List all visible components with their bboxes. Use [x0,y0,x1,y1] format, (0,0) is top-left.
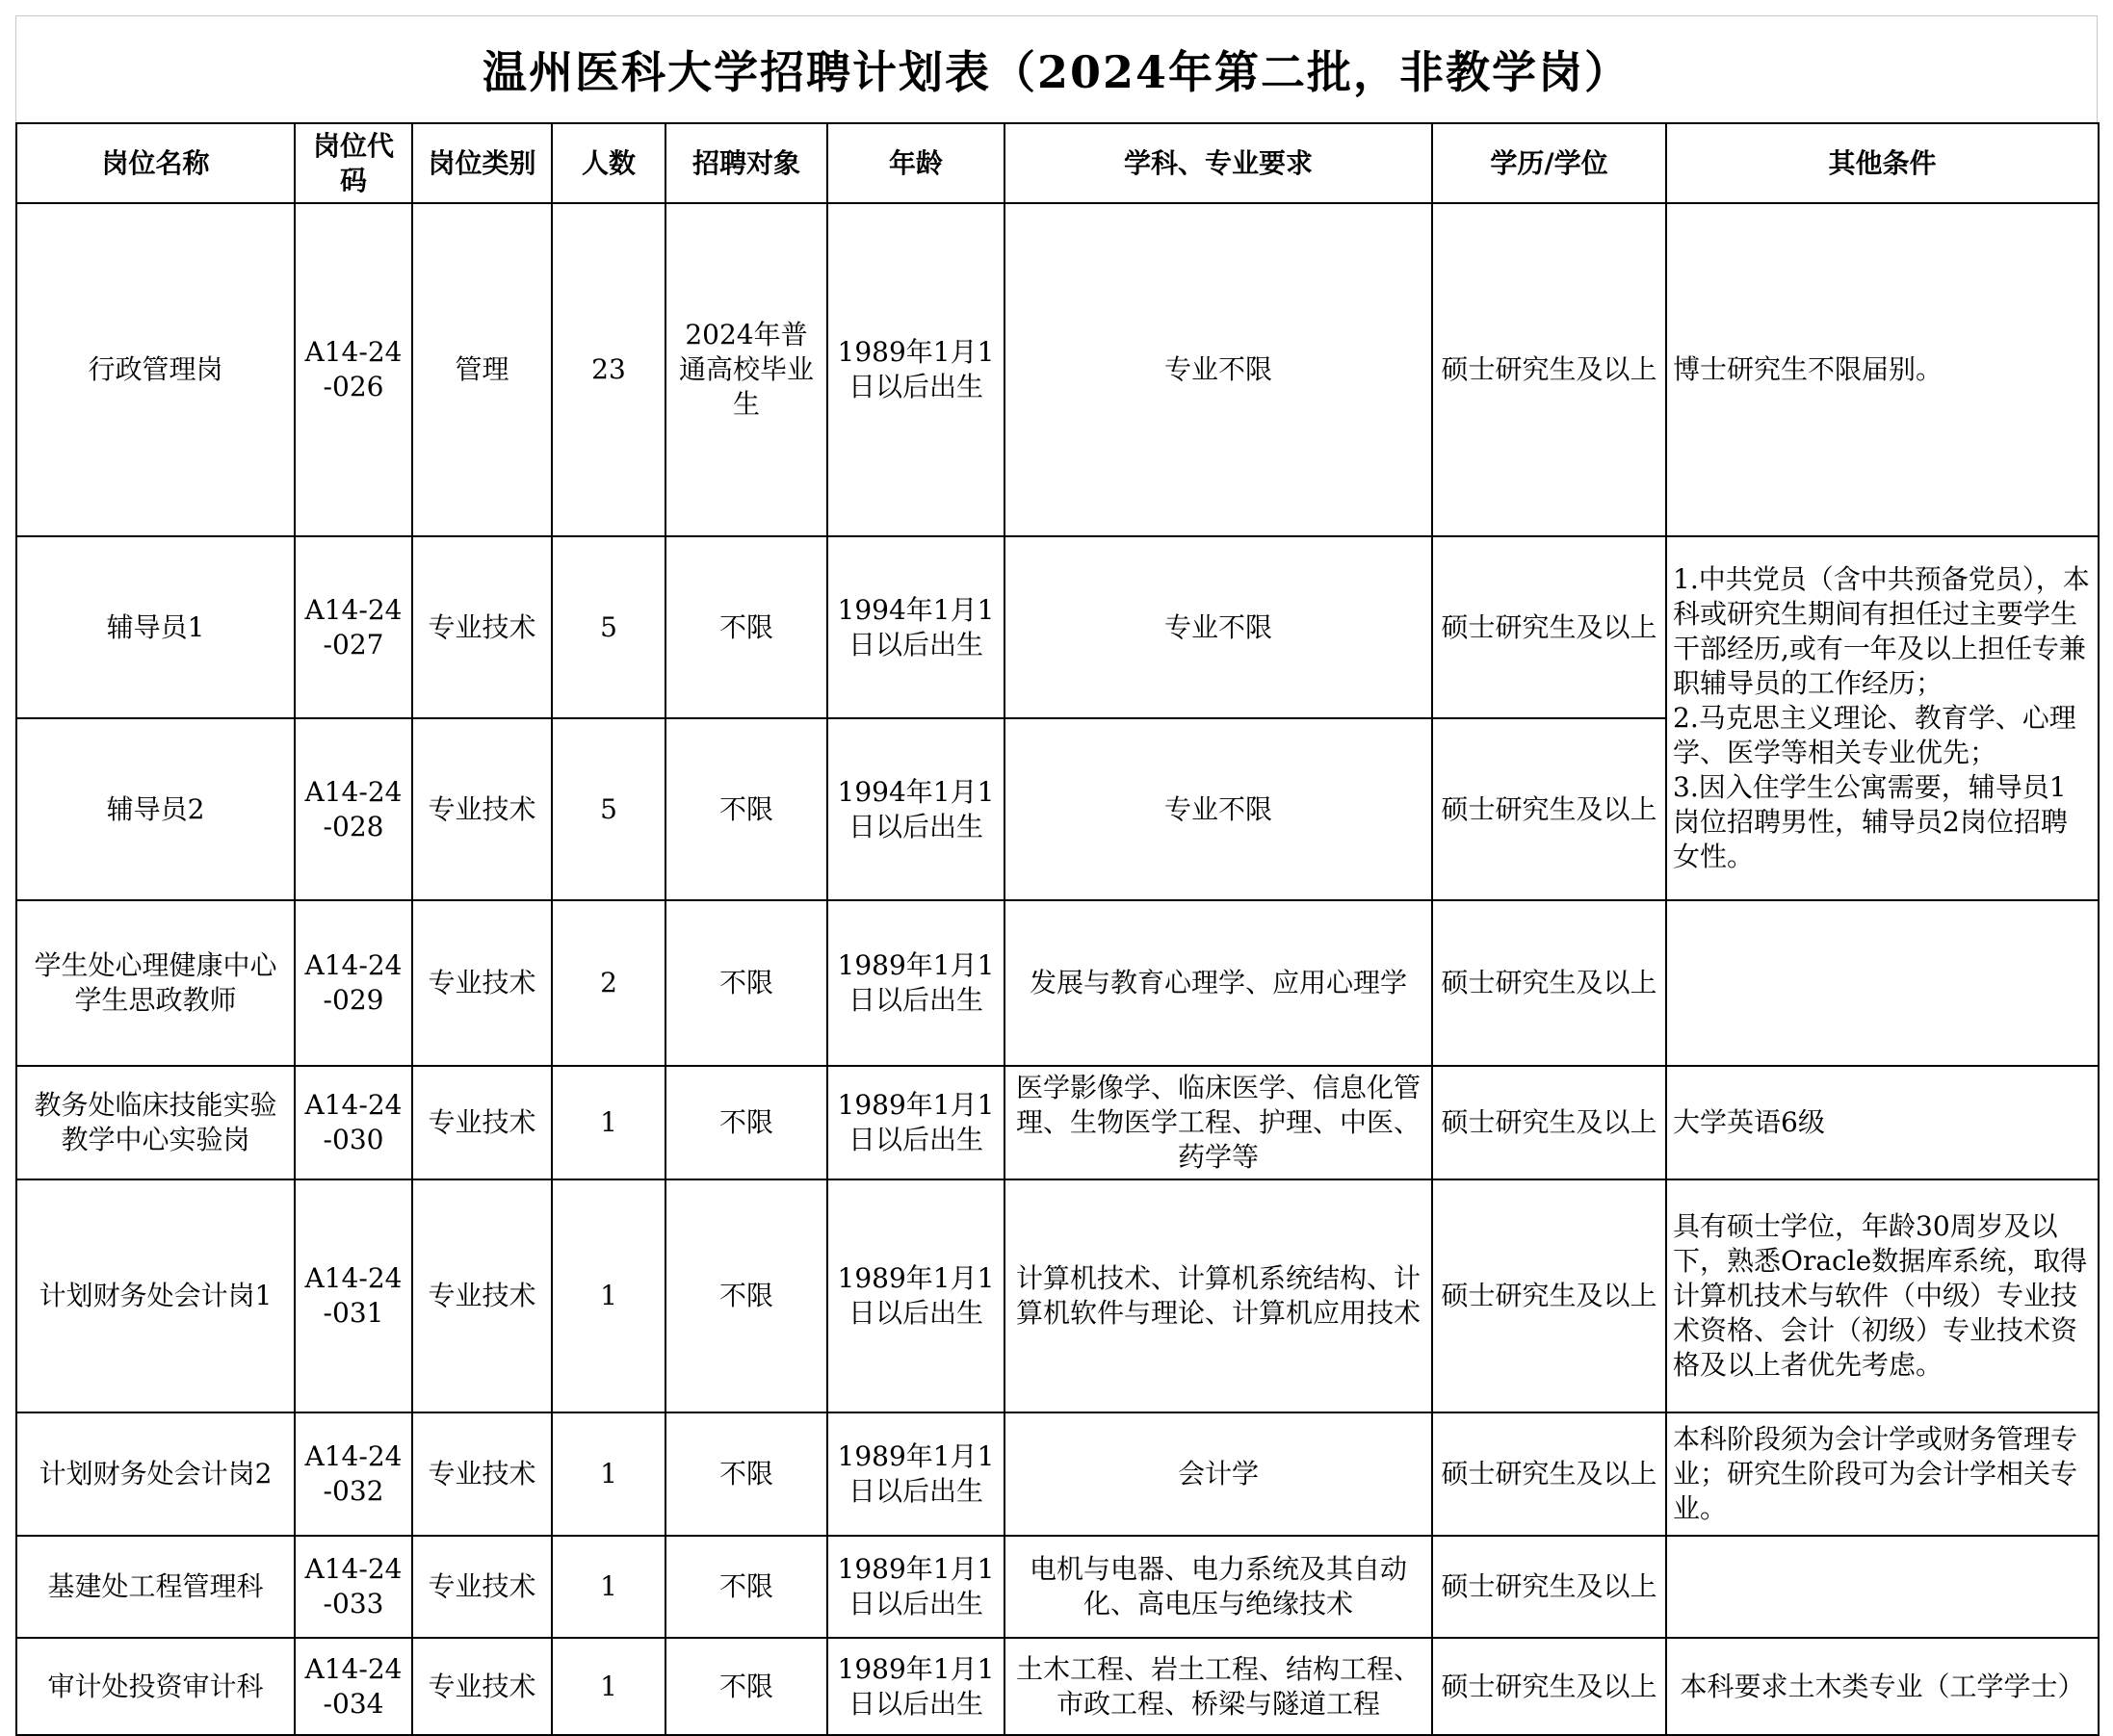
cell-count: 1 [552,1638,665,1735]
table-row [16,900,2099,1066]
header-row [16,123,2099,203]
cell-category: 专业技术 [412,1412,552,1536]
table-row [16,203,2099,536]
cell-other: 具有硕士学位，年龄30周岁及以下，熟悉Oracle数据库系统，取得计算机技术与软件（中级）专业技术资格、会计（初级）专业技术资格及以上者优先考虑。 [1666,1179,2099,1412]
cell-code: A14-24-028 [295,718,412,900]
cell-target: 不限 [665,1536,827,1638]
cell-age: 1989年1月1日以后出生 [827,900,1004,1066]
cell-code: A14-24-027 [295,536,412,718]
cell-category: 专业技术 [412,1066,552,1179]
cell-age: 1994年1月1日以后出生 [827,718,1004,900]
cell-degree: 硕士研究生及以上 [1432,536,1666,718]
cell-other: 大学英语6级 [1666,1066,2099,1179]
header-degree: 学历/学位 [1432,123,1666,203]
cell-degree: 硕士研究生及以上 [1432,1179,1666,1412]
cell-other: 本科阶段须为会计学或财务管理专业；研究生阶段可为会计学相关专业。 [1666,1412,2099,1536]
cell-code: A14-24-032 [295,1412,412,1536]
cell-code: A14-24-030 [295,1066,412,1179]
header-target: 招聘对象 [665,123,827,203]
cell-age: 1994年1月1日以后出生 [827,536,1004,718]
table-row [16,536,2099,718]
cell-name: 计划财务处会计岗2 [16,1412,295,1536]
header-name: 岗位名称 [16,123,295,203]
cell-count: 5 [552,718,665,900]
table-row [16,1536,2099,1638]
cell-category: 专业技术 [412,1179,552,1412]
cell-count: 1 [552,1179,665,1412]
cell-age: 1989年1月1日以后出生 [827,1066,1004,1179]
cell-target: 不限 [665,1066,827,1179]
cell-count: 23 [552,203,665,536]
cell-code: A14-24-026 [295,203,412,536]
cell-degree: 硕士研究生及以上 [1432,1536,1666,1638]
cell-major: 专业不限 [1004,718,1432,900]
cell-age: 1989年1月1日以后出生 [827,1638,1004,1735]
cell-target: 不限 [665,1638,827,1735]
cell-major: 专业不限 [1004,203,1432,536]
cell-target: 不限 [665,718,827,900]
cell-major: 计算机技术、计算机系统结构、计算机软件与理论、计算机应用技术 [1004,1179,1432,1412]
title-box [15,15,2098,122]
cell-count: 5 [552,536,665,718]
cell-name: 教务处临床技能实验教学中心实验岗 [16,1066,295,1179]
cell-count: 1 [552,1412,665,1536]
cell-target: 2024年普通高校毕业生 [665,203,827,536]
cell-name: 基建处工程管理科 [16,1536,295,1638]
cell-category: 管理 [412,203,552,536]
cell-other: 本科要求土木类专业（工学学士） [1666,1638,2099,1735]
cell-degree: 硕士研究生及以上 [1432,1066,1666,1179]
cell-target: 不限 [665,1179,827,1412]
header-age: 年龄 [827,123,1004,203]
cell-category: 专业技术 [412,536,552,718]
cell-name: 计划财务处会计岗1 [16,1179,295,1412]
cell-degree: 硕士研究生及以上 [1432,1638,1666,1735]
cell-major: 发展与教育心理学、应用心理学 [1004,900,1432,1066]
cell-category: 专业技术 [412,718,552,900]
page-title: 温州医科大学招聘计划表（2024年第二批，非教学岗） [482,46,1631,98]
cell-major: 电机与电器、电力系统及其自动化、高电压与绝缘技术 [1004,1536,1432,1638]
recruitment-table [15,122,2100,1736]
header-count: 人数 [552,123,665,203]
cell-other: 博士研究生不限届别。 [1666,203,2099,536]
table-row [16,1066,2099,1179]
cell-name: 辅导员2 [16,718,295,900]
cell-count: 1 [552,1536,665,1638]
cell-code: A14-24-031 [295,1179,412,1412]
header-category: 岗位类别 [412,123,552,203]
cell-name: 辅导员1 [16,536,295,718]
table-row [16,1179,2099,1412]
cell-code: A14-24-033 [295,1536,412,1638]
cell-category: 专业技术 [412,900,552,1066]
cell-target: 不限 [665,1412,827,1536]
header-major: 学科、专业要求 [1004,123,1432,203]
cell-target: 不限 [665,900,827,1066]
cell-other-counselor: 1.中共党员（含中共预备党员），本科或研究生期间有担任过主要学生干部经历,或有一年及以上担任专兼职辅导员的工作经历； 2.马克思主义理论、教育学、心理学、医学等相关专业优先； 3.因入住学生公寓需要，辅导员1岗位招聘男性，辅导员2岗位招聘女性。 [1666,536,2099,900]
cell-target: 不限 [665,536,827,718]
cell-major: 医学影像学、临床医学、信息化管理、生物医学工程、护理、中医、药学等 [1004,1066,1432,1179]
cell-major: 会计学 [1004,1412,1432,1536]
cell-degree: 硕士研究生及以上 [1432,203,1666,536]
cell-other [1666,900,2099,1066]
table-row [16,1412,2099,1536]
cell-degree: 硕士研究生及以上 [1432,1412,1666,1536]
cell-degree: 硕士研究生及以上 [1432,900,1666,1066]
table-row [16,1638,2099,1735]
cell-degree: 硕士研究生及以上 [1432,718,1666,900]
header-code: 岗位代码 [295,123,412,203]
cell-major: 专业不限 [1004,536,1432,718]
cell-category: 专业技术 [412,1638,552,1735]
cell-age: 1989年1月1日以后出生 [827,1412,1004,1536]
cell-major: 土木工程、岩土工程、结构工程、市政工程、桥梁与隧道工程 [1004,1638,1432,1735]
cell-age: 1989年1月1日以后出生 [827,1536,1004,1638]
cell-count: 1 [552,1066,665,1179]
cell-code: A14-24-034 [295,1638,412,1735]
cell-age: 1989年1月1日以后出生 [827,1179,1004,1412]
cell-name: 行政管理岗 [16,203,295,536]
cell-age: 1989年1月1日以后出生 [827,203,1004,536]
cell-name: 审计处投资审计科 [16,1638,295,1735]
cell-other [1666,1536,2099,1638]
cell-code: A14-24-029 [295,900,412,1066]
header-other: 其他条件 [1666,123,2099,203]
cell-count: 2 [552,900,665,1066]
cell-name: 学生处心理健康中心学生思政教师 [16,900,295,1066]
cell-category: 专业技术 [412,1536,552,1638]
